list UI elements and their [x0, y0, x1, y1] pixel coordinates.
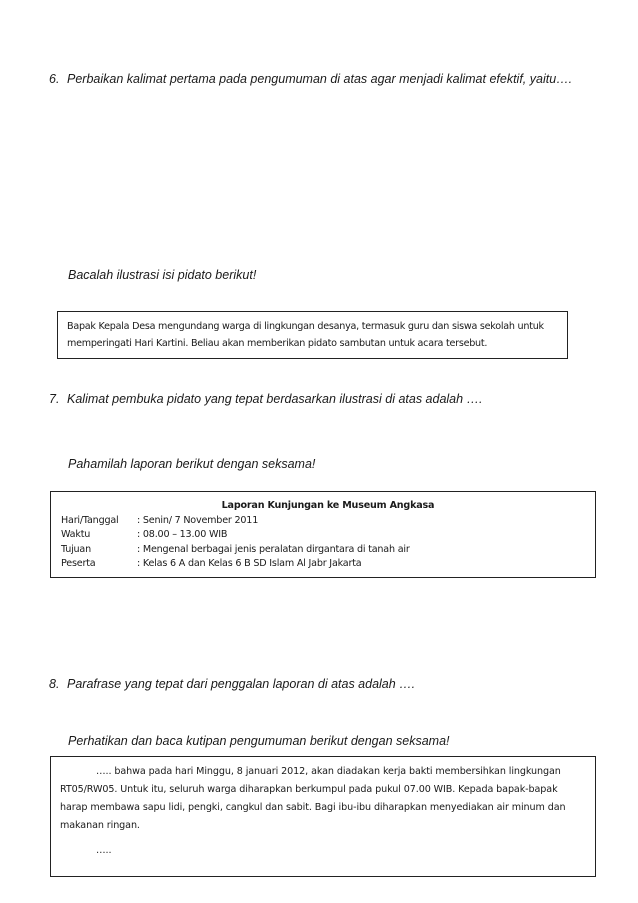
- laporan-row: [61, 543, 595, 558]
- laporan-row: [61, 557, 595, 572]
- pengumuman-line: harap membawa sapu lidi, pengki, cangkul dan sabit. Bagi ibu-ibu diharapkan menyediakan air minum dan: [60, 802, 566, 813]
- question-8: [49, 677, 415, 691]
- question-number: 7.: [49, 392, 60, 406]
- pengumuman-line: RT05/RW05. Untuk itu, seluruh warga diharapkan berkumpul pada pukul 07.00 WIB. Kepada bapak-bapak: [60, 784, 558, 795]
- question-number: 8.: [49, 677, 60, 691]
- question-text: Perbaikan kalimat pertama pada pengumuman di atas agar menjadi kalimat efektif, yaitu….: [67, 72, 573, 86]
- laporan-row: [61, 514, 595, 529]
- laporan-label: Hari/Tanggal: [61, 514, 119, 526]
- instruction-pidato: Bacalah ilustrasi isi pidato berikut!: [68, 268, 257, 282]
- laporan-value: : Kelas 6 A dan Kelas 6 B SD Islam Al Jabr Jakarta: [137, 558, 362, 569]
- laporan-title: Laporan Kunjungan ke Museum Angkasa: [221, 500, 435, 511]
- pengumuman-opening: ….. bahwa pada hari Minggu, 8 januari 2012, akan diadakan kerja bakti membersihkan lingkungan: [96, 766, 561, 777]
- question-number: 6.: [49, 72, 60, 86]
- pidato-line: Bapak Kepala Desa mengundang warga di lingkungan desanya, termasuk guru dan siswa sekolah untuk: [67, 321, 544, 332]
- laporan-value: : Mengenal berbagai jenis peralatan dirgantara di tanah air: [137, 543, 410, 555]
- laporan-label: Tujuan: [61, 543, 91, 555]
- pengumuman-box: [50, 756, 596, 877]
- question-text: Kalimat pembuka pidato yang tepat berdasarkan ilustrasi di atas adalah ….: [67, 392, 483, 406]
- pidato-line: memperingati Hari Kartini. Beliau akan memberikan pidato sambutan untuk acara tersebut.: [67, 338, 488, 349]
- laporan-value: : 08.00 – 13.00 WIB: [137, 529, 228, 540]
- laporan-value: : Senin/ 7 November 2011: [137, 514, 259, 526]
- instruction-laporan: Pahamilah laporan berikut dengan seksama!: [68, 457, 316, 471]
- pengumuman-line: makanan ringan.: [60, 820, 140, 831]
- pidato-illustration-box: [57, 311, 568, 359]
- laporan-label: Peserta: [61, 558, 96, 569]
- question-text: Parafrase yang tepat dari penggalan laporan di atas adalah ….: [67, 677, 416, 691]
- pengumuman-line: [60, 763, 587, 781]
- laporan-row: [61, 528, 595, 543]
- question-6: [49, 72, 572, 86]
- laporan-box: [50, 491, 596, 578]
- instruction-pengumuman: Perhatikan dan baca kutipan pengumuman berikut dengan seksama!: [68, 734, 450, 748]
- pengumuman-closing: …..: [96, 845, 112, 856]
- question-7: [49, 392, 483, 406]
- laporan-label: Waktu: [61, 529, 91, 540]
